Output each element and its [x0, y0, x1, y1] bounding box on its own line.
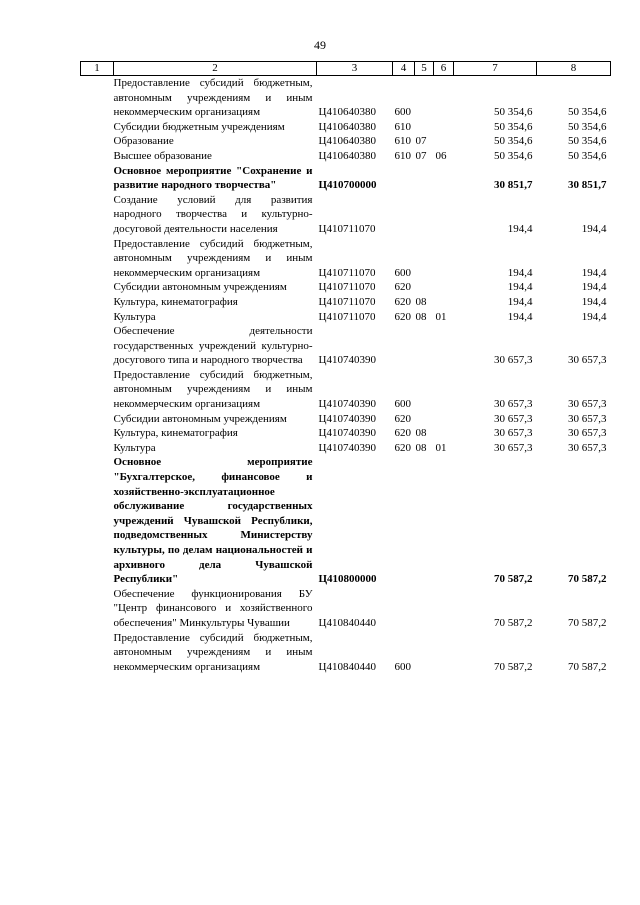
- table-row: [81, 193, 611, 237]
- column-1-cell: [81, 324, 114, 368]
- table-row: [81, 295, 611, 310]
- target-article-code: Ц410640380: [318, 135, 376, 148]
- row-name: Создание условий для развития народного творчества и культурно-досуговой деятельности населения: [113, 193, 313, 235]
- row-name: Основное мероприятие "Бухгалтерское, финансовое и хозяйственно-эксплуатационное обслуживание государственных учреждений Чувашской Республики, подведомственных Министерству культуры, по делам национальностей и архивного дела Чувашской Республики": [113, 456, 313, 586]
- section-code: [415, 164, 434, 193]
- target-article-code: Ц410740390: [318, 398, 376, 411]
- target-article-code: Ц410711070: [318, 281, 376, 294]
- column-1-cell: [81, 280, 114, 295]
- section-code: 07: [415, 149, 427, 162]
- table-row: [81, 455, 611, 586]
- target-article-code: Ц410840440: [318, 616, 376, 629]
- target-article-code: Ц410800000: [318, 573, 377, 586]
- section-code: 07: [415, 135, 427, 148]
- target-article-code: Ц410740390: [318, 441, 376, 454]
- table-row: [81, 237, 611, 281]
- expense-type-code: [393, 164, 415, 193]
- expense-type-code: 600: [394, 266, 411, 279]
- column-header-1: 1: [81, 62, 114, 76]
- row-name: Культура, кинематография: [113, 427, 238, 440]
- amount-column-7: 30 657,3: [494, 354, 533, 367]
- row-name: Субсидии бюджетным учреждениям: [113, 120, 285, 133]
- section-code: [415, 120, 434, 135]
- column-1-cell: [81, 120, 114, 135]
- subsection-code: 06: [435, 149, 447, 162]
- subsection-code: [434, 193, 454, 237]
- subsection-code: [434, 134, 454, 149]
- amount-column-7: 30 657,3: [494, 398, 533, 411]
- target-article-code: Ц410700000: [318, 179, 377, 192]
- amount-column-7: 70 587,2: [494, 660, 533, 673]
- amount-column-8: 70 587,2: [568, 616, 607, 629]
- subsection-code: 01: [435, 441, 447, 454]
- amount-column-7: 194,4: [507, 295, 533, 308]
- amount-column-7: 30 851,7: [494, 179, 533, 192]
- amount-column-7: 30 657,3: [494, 427, 533, 440]
- table-row: [81, 324, 611, 368]
- amount-column-8: 30 657,3: [568, 354, 607, 367]
- target-article-code: Ц410640380: [318, 106, 376, 119]
- section-code: [415, 455, 434, 586]
- target-article-code: Ц410740390: [318, 412, 376, 425]
- section-code: 08: [415, 295, 427, 308]
- expense-type-code: 620: [394, 310, 411, 323]
- expense-type-code: 620: [394, 412, 411, 425]
- table-row: [81, 412, 611, 427]
- amount-column-8: 30 657,3: [568, 398, 607, 411]
- row-name: Культура: [113, 441, 156, 454]
- subsection-code: [434, 631, 454, 675]
- row-name: Культура, кинематография: [113, 295, 238, 308]
- table-row: [81, 368, 611, 412]
- amount-column-8: 30 851,7: [568, 179, 607, 192]
- section-code: [415, 324, 434, 368]
- subsection-code: [434, 587, 454, 631]
- subsection-code: [434, 164, 454, 193]
- column-1-cell: [81, 412, 114, 427]
- amount-column-8: 70 587,2: [568, 660, 607, 673]
- budget-table: [80, 61, 611, 674]
- amount-column-8: 30 657,3: [568, 412, 607, 425]
- row-name: Образование: [113, 135, 174, 148]
- table-row: [81, 149, 611, 164]
- expense-type-code: 610: [394, 135, 411, 148]
- amount-column-7: 50 354,6: [494, 120, 533, 133]
- expense-type-code: [393, 324, 415, 368]
- expense-type-code: [393, 455, 415, 586]
- column-1-cell: [81, 455, 114, 586]
- row-name: Субсидии автономным учреждениям: [113, 281, 287, 294]
- subsection-code: [434, 412, 454, 427]
- expense-type-code: 610: [394, 120, 411, 133]
- column-header-7: 7: [454, 62, 537, 76]
- amount-column-8: 30 657,3: [568, 427, 607, 440]
- section-code: 08: [415, 427, 427, 440]
- table-row: [81, 587, 611, 631]
- amount-column-8: 50 354,6: [568, 149, 607, 162]
- section-code: [415, 368, 434, 412]
- section-code: [415, 631, 434, 675]
- section-code: [415, 76, 434, 120]
- table-header-row: [81, 62, 611, 76]
- target-article-code: Ц410711070: [318, 310, 376, 323]
- row-name: Субсидии автономным учреждениям: [113, 412, 287, 425]
- subsection-code: [434, 455, 454, 586]
- expense-type-code: 620: [394, 281, 411, 294]
- section-code: 08: [415, 310, 427, 323]
- page-number: 49: [314, 38, 326, 52]
- table-row: [81, 164, 611, 193]
- subsection-code: [434, 368, 454, 412]
- column-1-cell: [81, 631, 114, 675]
- amount-column-7: 194,4: [507, 222, 533, 235]
- table-body: [81, 76, 611, 675]
- amount-column-7: 50 354,6: [494, 135, 533, 148]
- amount-column-7: 70 587,2: [494, 573, 533, 586]
- column-1-cell: [81, 295, 114, 310]
- subsection-code: [434, 324, 454, 368]
- amount-column-8: 194,4: [581, 281, 607, 294]
- expense-type-code: [393, 193, 415, 237]
- subsection-code: [434, 76, 454, 120]
- expense-type-code: 600: [394, 106, 411, 119]
- row-name: Обеспечение функционирования БУ "Центр финансового и хозяйственного обеспечения" Минкультуры Чувашии: [113, 587, 313, 629]
- subsection-code: [434, 426, 454, 441]
- amount-column-8: 30 657,3: [568, 441, 607, 454]
- row-name: Предоставление субсидий бюджетным, автономным учреждениям и иным некоммерческим организациям: [113, 631, 313, 673]
- table-row: [81, 310, 611, 325]
- expense-type-code: 610: [394, 149, 411, 162]
- row-name: Основное мероприятие "Сохранение и развитие народного творчества": [113, 164, 313, 192]
- subsection-code: [434, 280, 454, 295]
- row-name: Предоставление субсидий бюджетным, автономным учреждениям и иным некоммерческим организациям: [113, 77, 313, 119]
- column-header-5: 5: [415, 62, 434, 76]
- section-code: [415, 587, 434, 631]
- amount-column-7: 30 657,3: [494, 441, 533, 454]
- table-row: [81, 426, 611, 441]
- column-1-cell: [81, 164, 114, 193]
- row-name: Предоставление субсидий бюджетным, автономным учреждениям и иным некоммерческим организациям: [113, 237, 313, 279]
- expense-type-code: 620: [394, 295, 411, 308]
- table-row: [81, 441, 611, 456]
- subsection-code: [434, 295, 454, 310]
- table-row: [81, 280, 611, 295]
- target-article-code: Ц410640380: [318, 120, 376, 133]
- expense-type-code: 600: [394, 398, 411, 411]
- target-article-code: Ц410740390: [318, 427, 376, 440]
- row-name: Культура: [113, 310, 156, 323]
- column-1-cell: [81, 193, 114, 237]
- column-1-cell: [81, 310, 114, 325]
- table-row: [81, 120, 611, 135]
- target-article-code: Ц410711070: [318, 222, 376, 235]
- table-row: [81, 76, 611, 120]
- section-code: [415, 193, 434, 237]
- target-article-code: Ц410711070: [318, 295, 376, 308]
- column-header-4: 4: [393, 62, 415, 76]
- amount-column-7: 194,4: [507, 266, 533, 279]
- expense-type-code: 620: [394, 441, 411, 454]
- row-name: Высшее образование: [113, 149, 212, 162]
- amount-column-8: 194,4: [581, 266, 607, 279]
- amount-column-8: 50 354,6: [568, 120, 607, 133]
- section-code: [415, 280, 434, 295]
- column-header-3: 3: [317, 62, 393, 76]
- target-article-code: Ц410711070: [318, 266, 376, 279]
- amount-column-7: 194,4: [507, 310, 533, 323]
- row-name: Обеспечение деятельности государственных учреждений культурно-досугового типа и народного творчества: [113, 325, 313, 367]
- column-1-cell: [81, 134, 114, 149]
- column-header-8: 8: [537, 62, 611, 76]
- amount-column-7: 30 657,3: [494, 412, 533, 425]
- target-article-code: Ц410740390: [318, 354, 376, 367]
- section-code: [415, 412, 434, 427]
- subsection-code: [434, 237, 454, 281]
- amount-column-8: 194,4: [581, 295, 607, 308]
- column-1-cell: [81, 149, 114, 164]
- section-code: [415, 237, 434, 281]
- row-name: Предоставление субсидий бюджетным, автономным учреждениям и иным некоммерческим организациям: [113, 368, 313, 411]
- column-1-cell: [81, 587, 114, 631]
- table-row: [81, 134, 611, 149]
- amount-column-8: 50 354,6: [568, 135, 607, 148]
- expense-type-code: 620: [394, 427, 411, 440]
- amount-column-8: 70 587,2: [568, 573, 607, 586]
- column-header-6: 6: [434, 62, 454, 76]
- column-1-cell: [81, 76, 114, 120]
- column-1-cell: [81, 237, 114, 281]
- expense-type-code: 600: [394, 660, 411, 673]
- subsection-code: 01: [435, 310, 447, 323]
- amount-column-7: 70 587,2: [494, 616, 533, 629]
- amount-column-8: 194,4: [581, 222, 607, 235]
- column-1-cell: [81, 368, 114, 412]
- column-1-cell: [81, 441, 114, 456]
- section-code: 08: [415, 441, 427, 454]
- column-1-cell: [81, 426, 114, 441]
- amount-column-8: 194,4: [581, 310, 607, 323]
- amount-column-7: 50 354,6: [494, 149, 533, 162]
- column-header-2: 2: [114, 62, 317, 76]
- expense-type-code: [393, 587, 415, 631]
- amount-column-8: 50 354,6: [568, 106, 607, 119]
- subsection-code: [434, 120, 454, 135]
- table-row: [81, 631, 611, 675]
- amount-column-7: 194,4: [507, 281, 533, 294]
- amount-column-7: 50 354,6: [494, 106, 533, 119]
- target-article-code: Ц410840440: [318, 660, 376, 673]
- target-article-code: Ц410640380: [318, 149, 376, 162]
